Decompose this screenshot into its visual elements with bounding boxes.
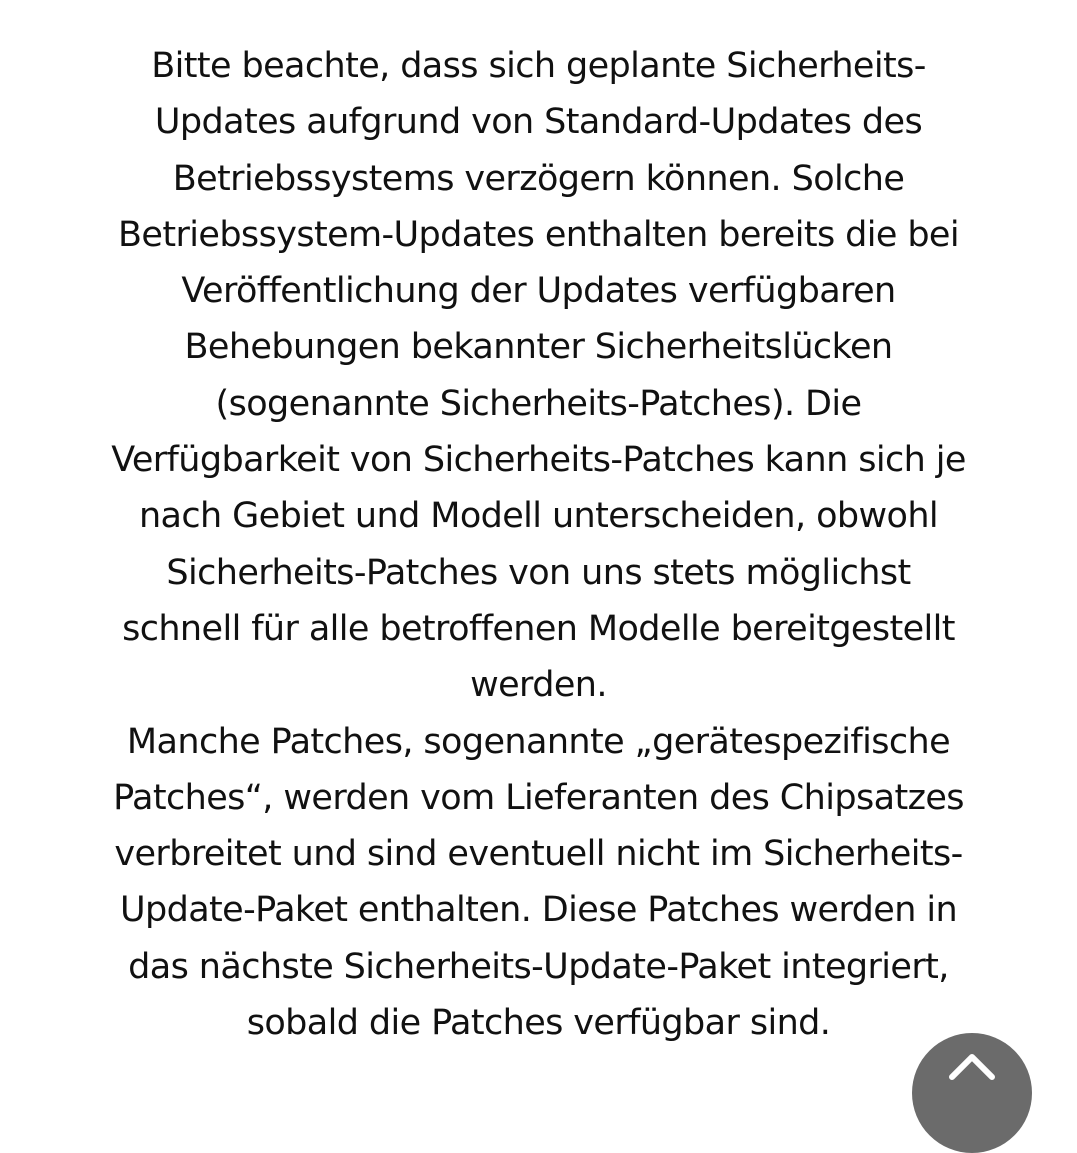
- text-line: nach Gebiet und Modell unterscheiden, obwohl: [138, 496, 939, 537]
- text-line: Sicherheits-Patches von uns stets möglichst: [166, 552, 911, 593]
- paragraph-device-specific-patches: [0, 714, 1077, 1052]
- text-line: das nächste Sicherheits-Update-Paket integriert,: [128, 946, 949, 987]
- text-line: Manche Patches, sogenannte „gerätespezifische: [126, 721, 951, 762]
- text-line: Behebungen bekannter Sicherheitslücken: [184, 327, 893, 368]
- text-line: (sogenannte Sicherheits-Patches). Die: [215, 383, 862, 424]
- text-line: Veröffentlichung der Updates verfügbaren: [181, 271, 896, 312]
- text-line: Bitte beachte, dass sich geplante Sicherheits-: [151, 46, 926, 86]
- text-line: verbreitet und sind eventuell nicht im Sicherheits-: [114, 834, 963, 875]
- text-line: Update-Paket enthalten. Diese Patches werden in: [119, 890, 958, 931]
- text-line: Patches“, werden vom Lieferanten des Chipsatzes: [113, 777, 964, 818]
- text-line: Betriebssystems verzögern können. Solche: [172, 158, 905, 199]
- text-line: schnell für alle betroffenen Modelle bereitgestellt: [122, 608, 955, 649]
- text-line: werden.: [470, 665, 607, 706]
- text-line: Updates aufgrund von Standard-Updates des: [154, 102, 923, 143]
- chevron-up-icon: [948, 1051, 996, 1081]
- scroll-to-top-button[interactable]: [912, 1033, 1032, 1153]
- text-line: sobald die Patches verfügbar sind.: [246, 1003, 831, 1044]
- text-line: Betriebssystem-Updates enthalten bereits die bei: [118, 214, 959, 255]
- paragraph-security-updates: [0, 38, 1077, 714]
- article-content: [0, 38, 1077, 1051]
- text-line: Verfügbarkeit von Sicherheits-Patches kann sich je: [111, 440, 966, 481]
